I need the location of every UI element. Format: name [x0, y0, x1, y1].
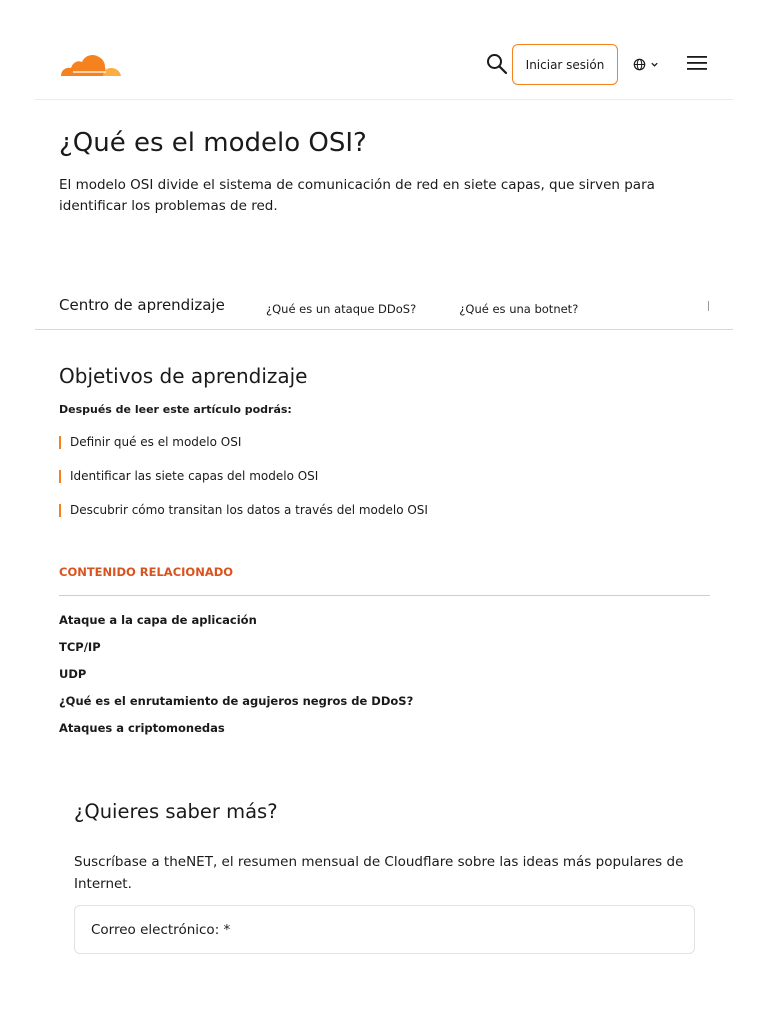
objective-item — [59, 503, 428, 517]
related-link-tcp-ip[interactable]: TCP/IP — [59, 640, 101, 654]
cloudflare-logo-icon[interactable] — [59, 50, 123, 78]
subnav-link-botnet[interactable]: ¿Qué es una botnet? — [459, 302, 579, 316]
language-selector[interactable] — [633, 56, 665, 72]
learning-center-link[interactable]: Centro de aprendizaje — [59, 296, 225, 314]
related-link-crypto-attacks[interactable]: Ataques a criptomonedas — [59, 721, 225, 735]
objective-text: Definir qué es el modelo OSI — [70, 435, 242, 449]
globe-icon — [633, 58, 646, 71]
related-divider — [59, 595, 710, 596]
objectives-lead: Después de leer este artículo podrás: — [59, 403, 292, 416]
email-field[interactable] — [74, 905, 695, 954]
page-intro: El modelo OSI divide el sistema de comunicación de red en siete capas, que sirven para identificar los problemas de red. — [59, 177, 655, 214]
objective-item — [59, 469, 318, 483]
objective-text: Descubrir cómo transitan los datos a través del modelo OSI — [70, 503, 428, 517]
signin-button[interactable]: Iniciar sesión — [512, 44, 618, 85]
learning-center-nav — [35, 284, 733, 330]
objective-bullet — [59, 504, 61, 517]
site-header — [35, 30, 733, 100]
objective-text: Identificar las siete capas del modelo OSI — [70, 469, 319, 483]
objective-bullet — [59, 470, 61, 483]
related-link-application-layer[interactable]: Ataque a la capa de aplicación — [59, 613, 257, 627]
search-icon[interactable] — [485, 52, 509, 76]
hamburger-menu-icon[interactable] — [687, 54, 707, 72]
objective-item — [59, 435, 241, 449]
subnav-link-ddos[interactable]: ¿Qué es un ataque DDoS? — [266, 302, 417, 316]
related-link-blackhole-routing[interactable]: ¿Qué es el enrutamiento de agujeros negros de DDoS? — [59, 694, 414, 708]
objectives-title: Objetivos de aprendizaje — [59, 364, 308, 388]
chevron-down-icon — [650, 60, 659, 69]
related-link-udp[interactable]: UDP — [59, 667, 87, 681]
related-content-title: CONTENIDO RELACIONADO — [59, 565, 234, 579]
subnav-links — [266, 298, 580, 318]
subnav-scroll-indicator[interactable] — [708, 301, 709, 311]
objective-bullet — [59, 436, 61, 449]
newsletter-title: ¿Quieres saber más? — [74, 800, 278, 823]
page-title: ¿Qué es el modelo OSI? — [59, 128, 367, 158]
newsletter-text: Suscríbase a theNET, el resumen mensual de Cloudflare sobre las ideas más populares de Internet. — [74, 854, 684, 892]
